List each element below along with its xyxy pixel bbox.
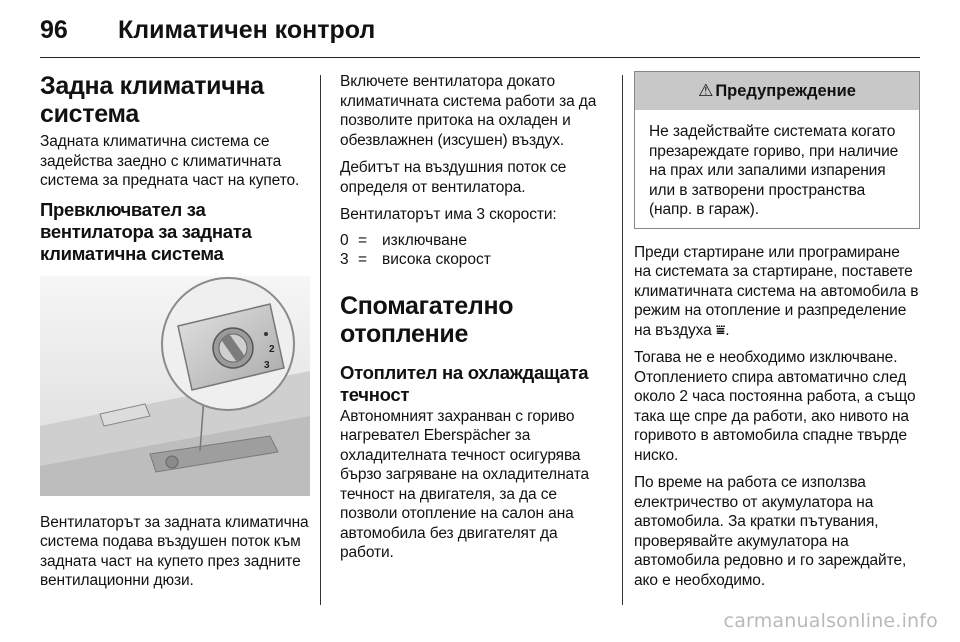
speed-item: 0 = изключване [340,231,467,249]
subsection-heading: Отоплител на охлаждащата течност [340,361,589,405]
column-right [634,72,920,598]
speed-label-3: 3 [264,359,270,371]
page-header [40,10,375,50]
paragraph: Тогава не е необходимо изключване. Отоплението спира автоматично след около 2 часа постоянна работа, а също така ще спре да работи, ако нивото на горивото в автомобила спадне твърде ниско. [634,349,916,464]
warning-text: Не задействайте системата когато презареждате гориво, при наличие на прах или запалими изпарения или в затворени пространства (напр. в гараж). [649,123,899,218]
speed-item: 3 = висока скорост [340,251,491,268]
warning-box [634,71,920,229]
warning-header [635,72,919,110]
paragraph: Вентилаторът има 3 скорости: [340,206,557,223]
rear-fan-switch-illustration [40,276,310,496]
paragraph: Автономният захранван с гориво нагревател Eberspächer за охладителната течност осигурява бързо загряване на охладителната течност на двигателя, за да се позволи отопление на салон ана автомобила без двигателят да работи. [340,407,590,561]
paragraph: Дебитът на въздушния поток се определя от вентилатора. [340,159,567,196]
section-heading: Задна климатична система [40,72,264,128]
intro-paragraph: Задната климатична система се задейства заедно с климатичната система за предната част на купето. [40,133,300,189]
warning-title: Предупреждение [715,81,856,100]
warning-triangle-icon: ⚠ [698,81,714,100]
air-distribution-icon: ⩸. [715,321,730,339]
warning-body [635,110,919,228]
column-divider [320,75,321,605]
page-title: Климатичен контрол [118,15,376,44]
paragraph: По време на работа се използва електричество от акумулатора на автомобила. За кратки пътувания, проверявайте акумулатора на автомобила редовно и го зареждайте, ако е необходимо. [634,474,907,589]
column-left [40,72,310,599]
speed-label-2: 2 [269,343,275,355]
paragraph: Преди стартиране или програмиране на системата за стартиране, поставете климатичната система на автомобила в режим на отопление и разпределение на въздуха ⩸. [634,243,919,339]
column-divider [622,75,623,605]
subsection-heading: Превключвател за вентилатора за задната климатична система [40,198,252,264]
watermark: carmanualsonline.info [723,610,938,632]
fan-speed-list [340,231,612,270]
paragraph: Включете вентилатора докато климатичната система работи за да позволите притока на охладен и обезвлажнен (изсушен) въздух. [340,73,597,149]
column-middle [340,72,612,571]
figure-caption: Вентилаторът за задната климатична система подава въздушен поток към задната част на купето през задните вентилационни дюзи. [40,513,309,589]
page-number: 96 [40,15,68,44]
header-divider [40,57,920,58]
section-heading: Спомагателно отопление [340,291,514,348]
